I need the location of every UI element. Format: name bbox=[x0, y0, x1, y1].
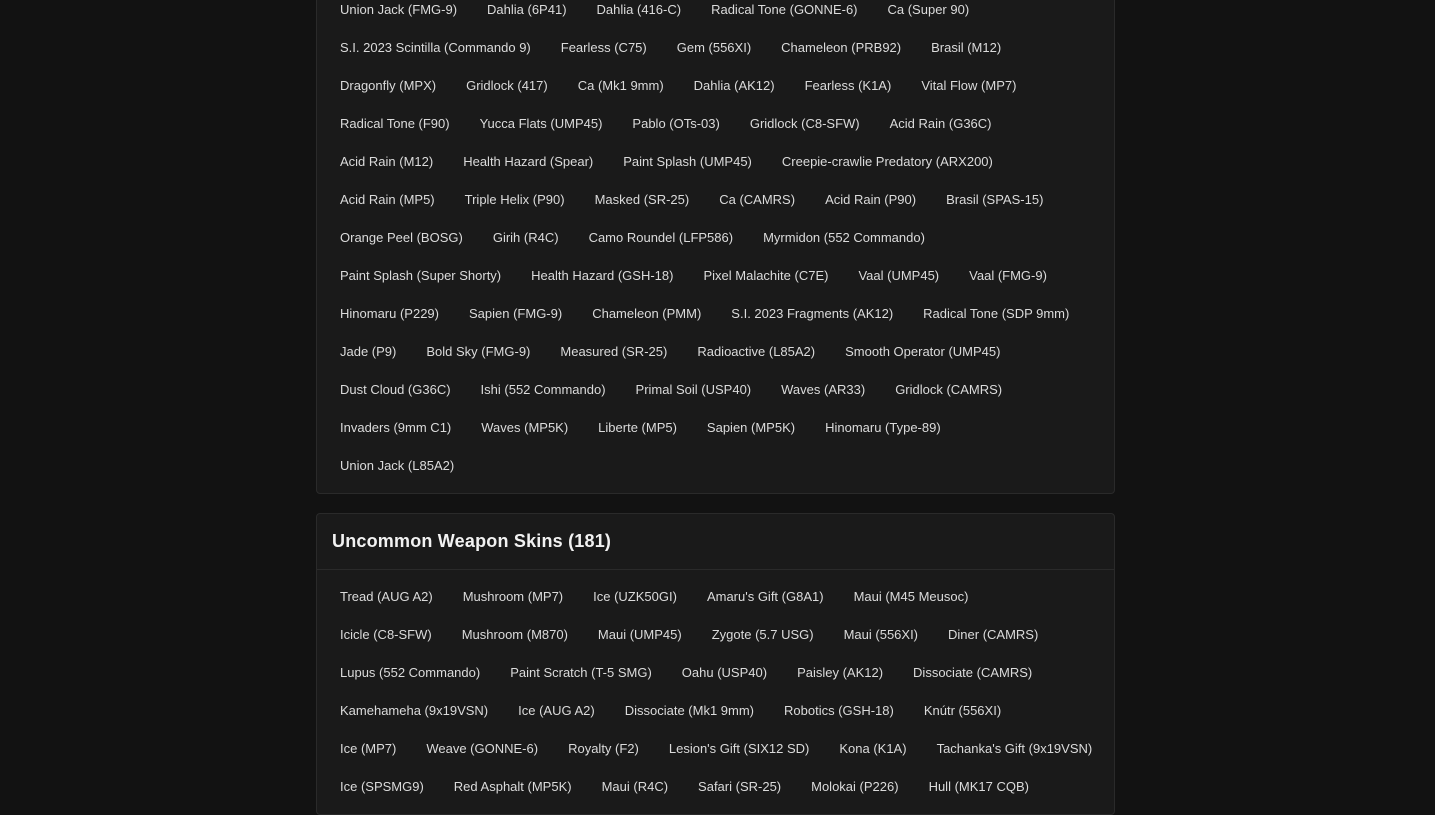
skin-item[interactable]: Brasil (M12) bbox=[931, 40, 1002, 55]
skin-list bbox=[317, 0, 1114, 493]
skin-item[interactable]: Dahlia (416-C) bbox=[596, 2, 682, 17]
skin-item[interactable]: Robotics (GSH-18) bbox=[784, 703, 894, 718]
skin-item[interactable]: S.I. 2023 Scintilla (Commando 9) bbox=[340, 40, 531, 55]
skin-item[interactable]: Hinomaru (Type-89) bbox=[825, 420, 941, 435]
skin-item[interactable]: Acid Rain (M12) bbox=[340, 154, 434, 169]
skin-item[interactable]: Zygote (5.7 USG) bbox=[711, 627, 814, 642]
skin-item[interactable]: Kona (K1A) bbox=[839, 741, 907, 756]
skin-item[interactable]: Primal Soil (USP40) bbox=[635, 382, 752, 397]
skin-item[interactable]: Molokai (P226) bbox=[811, 779, 899, 794]
skin-item[interactable]: Dust Cloud (G36C) bbox=[340, 382, 451, 397]
skin-row bbox=[325, 654, 1106, 692]
skin-item[interactable]: Ca (Mk1 9mm) bbox=[577, 78, 664, 93]
skin-item[interactable]: Kamehameha (9x19VSN) bbox=[340, 703, 489, 718]
skin-item[interactable]: Union Jack (FMG-9) bbox=[340, 2, 458, 17]
skin-item[interactable]: Dahlia (6P41) bbox=[487, 2, 567, 17]
skin-item[interactable]: Chameleon (PMM) bbox=[592, 306, 702, 321]
skin-item[interactable]: Fearless (K1A) bbox=[804, 78, 892, 93]
skin-item[interactable]: Lesion's Gift (SIX12 SD) bbox=[668, 741, 810, 756]
skin-item[interactable]: Weave (GONNE-6) bbox=[426, 741, 539, 756]
skin-item[interactable]: Paint Scratch (T-5 SMG) bbox=[510, 665, 652, 680]
skin-item[interactable]: Knútr (556XI) bbox=[923, 703, 1002, 718]
skin-item[interactable]: Jade (P9) bbox=[340, 344, 397, 359]
skin-item[interactable]: Yucca Flats (UMP45) bbox=[479, 116, 603, 131]
skin-item[interactable]: Hull (MK17 CQB) bbox=[928, 779, 1029, 794]
skin-row bbox=[325, 29, 1106, 67]
skin-item[interactable]: Sapien (MP5K) bbox=[706, 420, 796, 435]
skin-item[interactable]: Ice (MP7) bbox=[340, 741, 397, 756]
skin-item[interactable]: Waves (AR33) bbox=[781, 382, 866, 397]
skin-item[interactable]: Brasil (SPAS-15) bbox=[946, 192, 1044, 207]
skins-page-content bbox=[316, 0, 1115, 815]
skin-row bbox=[325, 257, 1106, 295]
skin-row bbox=[325, 578, 1106, 616]
skin-item[interactable]: Dahlia (AK12) bbox=[693, 78, 775, 93]
skin-item[interactable]: S.I. 2023 Fragments (AK12) bbox=[731, 306, 894, 321]
skin-item[interactable]: Gridlock (C8-SFW) bbox=[749, 116, 860, 131]
skin-item[interactable]: Acid Rain (G36C) bbox=[889, 116, 992, 131]
skin-item[interactable]: Ice (UZK50GI) bbox=[593, 589, 677, 604]
skin-item[interactable]: Gridlock (CAMRS) bbox=[895, 382, 1003, 397]
skin-item[interactable]: Dissociate (CAMRS) bbox=[913, 665, 1033, 680]
skin-item[interactable]: Sapien (FMG-9) bbox=[469, 306, 563, 321]
skin-item[interactable]: Maui (556XI) bbox=[843, 627, 919, 642]
skin-row bbox=[325, 616, 1106, 654]
skin-item[interactable]: Radioactive (L85A2) bbox=[697, 344, 816, 359]
skin-item[interactable]: Health Hazard (GSH-18) bbox=[531, 268, 674, 283]
skin-item[interactable]: Hinomaru (P229) bbox=[340, 306, 439, 321]
skin-item[interactable]: Pixel Malachite (C7E) bbox=[703, 268, 829, 283]
skin-row bbox=[325, 371, 1106, 409]
skin-item[interactable]: Radical Tone (SDP 9mm) bbox=[923, 306, 1070, 321]
skin-item[interactable]: Vaal (UMP45) bbox=[858, 268, 940, 283]
skin-item[interactable]: Amaru's Gift (G8A1) bbox=[706, 589, 824, 604]
skin-item[interactable]: Gem (556XI) bbox=[676, 40, 752, 55]
skin-item[interactable]: Icicle (C8-SFW) bbox=[340, 627, 432, 642]
skin-item[interactable]: Invaders (9mm C1) bbox=[340, 420, 452, 435]
skin-row bbox=[325, 143, 1106, 181]
skin-item[interactable]: Lupus (552 Commando) bbox=[340, 665, 481, 680]
skin-row bbox=[325, 67, 1106, 105]
skin-item[interactable]: Maui (M45 Meusoc) bbox=[853, 589, 969, 604]
skin-item[interactable]: Royalty (F2) bbox=[568, 741, 639, 756]
skin-item[interactable]: Camo Roundel (LFP586) bbox=[588, 230, 734, 245]
skin-item[interactable]: Fearless (C75) bbox=[560, 40, 647, 55]
skin-item[interactable]: Chameleon (PRB92) bbox=[781, 40, 902, 55]
weapon-skins-section-previous bbox=[316, 0, 1115, 494]
skin-item[interactable]: Creepie-crawlie Predatory (ARX200) bbox=[781, 154, 993, 169]
skin-item[interactable]: Tread (AUG A2) bbox=[340, 589, 433, 604]
skin-row bbox=[325, 219, 1106, 257]
skin-item[interactable]: Radical Tone (F90) bbox=[340, 116, 450, 131]
skin-item[interactable]: Safari (SR-25) bbox=[698, 779, 782, 794]
skin-row bbox=[325, 692, 1106, 730]
skin-item[interactable]: Oahu (USP40) bbox=[681, 665, 768, 680]
skin-item[interactable]: Dragonfly (MPX) bbox=[340, 78, 437, 93]
skin-item[interactable]: Paint Splash (Super Shorty) bbox=[340, 268, 502, 283]
skin-row bbox=[325, 0, 1106, 29]
skin-item[interactable]: Pablo (OTs-03) bbox=[632, 116, 720, 131]
section-header bbox=[317, 514, 1114, 570]
skin-item[interactable]: Orange Peel (BOSG) bbox=[340, 230, 463, 245]
skin-row bbox=[325, 409, 1106, 447]
skin-item[interactable]: Maui (UMP45) bbox=[597, 627, 682, 642]
skin-item[interactable]: Paisley (AK12) bbox=[797, 665, 884, 680]
skin-item[interactable]: Acid Rain (MP5) bbox=[340, 192, 435, 207]
skin-item[interactable]: Bold Sky (FMG-9) bbox=[426, 344, 531, 359]
skin-row bbox=[325, 295, 1106, 333]
skin-row bbox=[325, 730, 1106, 768]
skin-row bbox=[325, 768, 1106, 806]
skin-item[interactable]: Vaal (FMG-9) bbox=[969, 268, 1047, 283]
skin-row bbox=[325, 333, 1106, 371]
skin-item[interactable]: Paint Splash (UMP45) bbox=[623, 154, 752, 169]
skin-item[interactable]: Gridlock (417) bbox=[466, 78, 548, 93]
uncommon-weapon-skins-section bbox=[316, 513, 1115, 815]
skin-item[interactable]: Ishi (552 Commando) bbox=[480, 382, 606, 397]
skin-item[interactable]: Myrmidon (552 Commando) bbox=[763, 230, 925, 245]
skin-item[interactable]: Diner (CAMRS) bbox=[948, 627, 1039, 642]
skin-item[interactable]: Maui (R4C) bbox=[601, 779, 669, 794]
skin-item[interactable]: Smooth Operator (UMP45) bbox=[845, 344, 1001, 359]
skin-item[interactable]: Ice (AUG A2) bbox=[518, 703, 595, 718]
skin-row bbox=[325, 447, 1106, 485]
skin-item[interactable]: Red Asphalt (MP5K) bbox=[453, 779, 572, 794]
skin-item[interactable]: Liberte (MP5) bbox=[598, 420, 677, 435]
skin-item[interactable]: Waves (MP5K) bbox=[481, 420, 569, 435]
skin-item[interactable]: Measured (SR-25) bbox=[560, 344, 668, 359]
skin-item[interactable]: Vital Flow (MP7) bbox=[921, 78, 1017, 93]
skin-item[interactable]: Health Hazard (Spear) bbox=[463, 154, 594, 169]
skin-item[interactable]: Masked (SR-25) bbox=[594, 192, 690, 207]
skin-item[interactable]: Girih (R4C) bbox=[492, 230, 559, 245]
skin-row bbox=[325, 105, 1106, 143]
skin-item[interactable]: Union Jack (L85A2) bbox=[340, 458, 455, 473]
skin-item[interactable]: Ca (CAMRS) bbox=[719, 192, 796, 207]
skin-item[interactable]: Ca (Super 90) bbox=[887, 2, 970, 17]
skin-item[interactable]: Ice (SPSMG9) bbox=[340, 779, 424, 794]
skin-item[interactable]: Mushroom (M870) bbox=[461, 627, 568, 642]
skin-item[interactable]: Mushroom (MP7) bbox=[462, 589, 564, 604]
skin-list bbox=[317, 570, 1114, 814]
skin-item[interactable]: Radical Tone (GONNE-6) bbox=[711, 2, 858, 17]
skin-item[interactable]: Dissociate (Mk1 9mm) bbox=[624, 703, 755, 718]
skin-row bbox=[325, 181, 1106, 219]
skin-item[interactable]: Acid Rain (P90) bbox=[825, 192, 917, 207]
skin-item[interactable]: Triple Helix (P90) bbox=[464, 192, 565, 207]
section-title: Uncommon Weapon Skins (181) bbox=[332, 531, 612, 551]
skin-item[interactable]: Tachanka's Gift (9x19VSN) bbox=[936, 741, 1093, 756]
